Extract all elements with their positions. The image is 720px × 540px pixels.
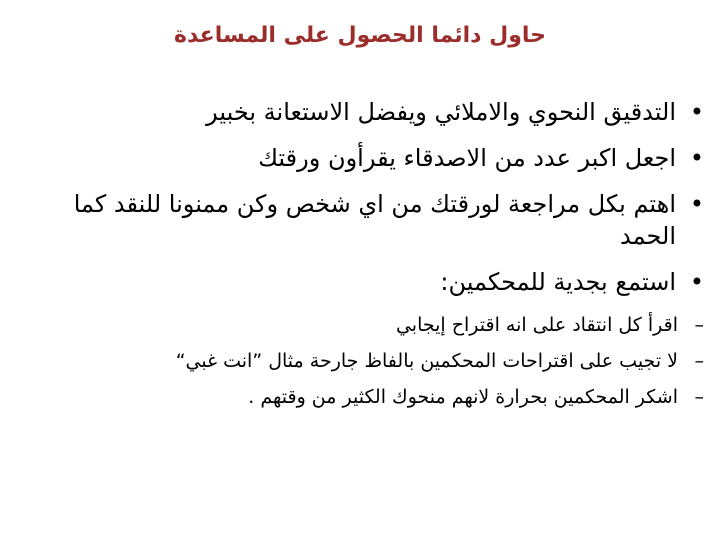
sub-bullet-item <box>52 312 706 338</box>
bullet-marker: • <box>689 98 704 126</box>
bullet-text: استمع بجدية للمحكمين: <box>440 268 676 296</box>
sub-bullet-marker: – <box>694 386 704 408</box>
bullet-list <box>52 96 706 420</box>
sub-bullet-marker: – <box>694 350 704 372</box>
bullet-text: التدقيق النحوي والاملائي ويفضل الاستعانة بخبير <box>206 98 676 126</box>
bullet-text: اجعل اكبر عدد من الاصدقاء يقرأون ورقتك <box>258 144 676 172</box>
sub-bullet-text: اقرأ كل انتقاد على انه اقتراح إيجابي <box>395 314 678 336</box>
sub-bullet-text: اشكر المحكمين بحرارة لانهم منحوك الكثير من وقتهم . <box>248 386 678 408</box>
bullet-marker: • <box>689 190 704 218</box>
sub-bullet-item <box>52 348 706 374</box>
bullet-item <box>52 188 706 252</box>
bullet-marker: • <box>689 268 704 296</box>
sub-bullet-list <box>52 312 706 410</box>
bullet-text: اهتم بكل مراجعة لورقتك من اي شخص وكن ممنونا للنقد كما الحمد <box>73 190 676 250</box>
bullet-item <box>52 96 706 128</box>
bullet-marker: • <box>689 144 704 172</box>
sub-bullet-text: لا تجيب على اقتراحات المحكمين بالفاظ جارحة مثال ”انت غبي“ <box>175 350 678 372</box>
sub-bullet-marker: – <box>694 314 704 336</box>
bullet-item <box>52 142 706 174</box>
slide-title: حاول دائما الحصول على المساعدة <box>173 23 547 48</box>
bullet-item <box>52 266 706 298</box>
sub-bullet-item <box>52 384 706 410</box>
